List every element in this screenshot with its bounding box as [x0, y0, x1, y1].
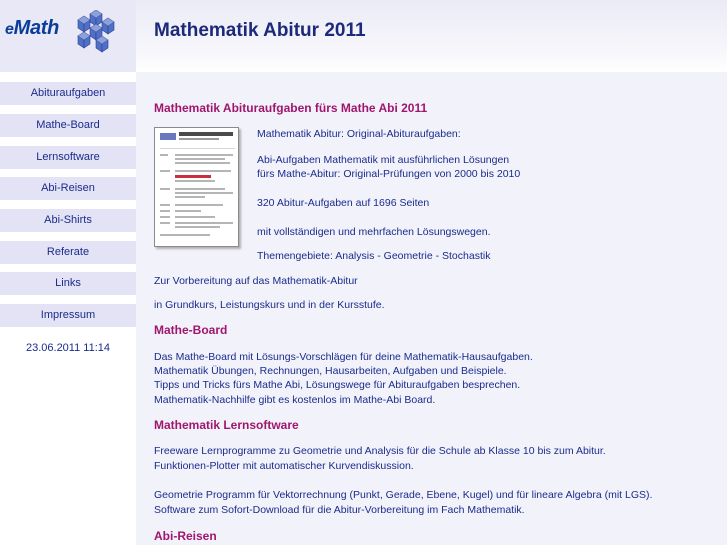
sidebar-item-referate[interactable]: Referate [0, 241, 136, 264]
abitur-text-line: 320 Abitur-Aufgaben auf 1696 Seiten [257, 197, 430, 209]
thumbnail-line [160, 222, 170, 224]
board-text-line: Tipps und Tricks fürs Mathe Abi, Lösungswege für Abituraufgaben besprechen. [154, 379, 521, 391]
board-text-line: Mathematik Übungen, Rechnungen, Hausarbeiten, Aufgaben und Beispiele. [154, 365, 507, 377]
sidebar [0, 72, 136, 545]
thumbnail-line [175, 204, 223, 206]
thumbnail-line [160, 188, 170, 190]
thumbnail-line [175, 154, 233, 156]
thumbnail-line [160, 216, 170, 218]
abitur-text-line: in Grundkurs, Leistungskurs und in der Kursstufe. [154, 299, 385, 311]
sidebar-item-mathe-board[interactable]: Mathe-Board [0, 114, 136, 137]
sidebar-item-abituraufgaben[interactable]: Abituraufgaben [0, 82, 136, 105]
thumbnail-rule [160, 148, 235, 149]
section-heading-mathe-board[interactable]: Mathe-Board [154, 323, 228, 337]
thumbnail-logo [160, 133, 176, 140]
logo[interactable] [0, 0, 136, 72]
thumbnail-line [160, 210, 170, 212]
thumbnail-highlight [175, 175, 211, 178]
thumbnail-subtitle-line [179, 138, 219, 140]
thumbnail-line [160, 170, 170, 172]
cube-logo-icon [72, 10, 116, 56]
thumbnail-line [175, 158, 225, 160]
thumbnail-line [175, 170, 231, 172]
main-content [136, 72, 727, 545]
page-title: Mathematik Abitur 2011 [154, 20, 366, 41]
thumbnail-line [160, 204, 170, 206]
sidebar-item-links[interactable]: Links [0, 272, 136, 295]
thumbnail-line [175, 188, 225, 190]
sidebar-item-abi-reisen[interactable]: Abi-Reisen [0, 177, 136, 200]
date-display: 23.06.2011 11:14 [25, 342, 110, 354]
section-heading-lernsoftware[interactable]: Mathematik Lernsoftware [154, 418, 299, 432]
header [136, 0, 727, 72]
book-cover-thumbnail[interactable] [154, 127, 239, 247]
section-heading-abi-reisen[interactable]: Abi-Reisen [154, 529, 217, 543]
abitur-text-line: Mathematik Abitur: Original-Abituraufgaben: [257, 128, 461, 140]
logo-text: eMath [5, 17, 60, 39]
section-heading-abituraufgaben[interactable]: Mathematik Abituraufgaben fürs Mathe Abi 2011 [154, 101, 428, 115]
thumbnail-line [175, 180, 215, 182]
thumbnail-line [175, 222, 233, 224]
thumbnail-line [160, 234, 210, 236]
board-text-line: Mathematik-Nachhilfe gibt es kostenlos im Mathe-Abi Board. [154, 394, 436, 406]
sidebar-item-abi-shirts[interactable]: Abi-Shirts [0, 209, 136, 232]
thumbnail-line [175, 216, 215, 218]
abitur-text-line: Themengebiete: Analysis - Geometrie - Stochastik [257, 250, 491, 262]
software-text-line: Freeware Lernprogramme zu Geometrie und Analysis für die Schule ab Klasse 10 bis zum Abitur. [154, 445, 606, 457]
thumbnail-line [175, 192, 233, 194]
software-text-line: Software zum Sofort-Download für die Abitur-Vorbereitung im Fach Mathematik. [154, 504, 525, 516]
abitur-text-line: Abi-Aufgaben Mathematik mit ausführlichen Lösungen [257, 154, 510, 166]
abitur-text-line: fürs Mathe-Abitur: Original-Prüfungen von 2000 bis 2010 [257, 168, 521, 180]
thumbnail-line [175, 210, 201, 212]
abitur-text-line: Zur Vorbereitung auf das Mathematik-Abitur [154, 275, 358, 287]
software-text-line: Funktionen-Plotter mit automatischer Kurvendiskussion. [154, 460, 414, 472]
thumbnail-line [175, 226, 220, 228]
abitur-text-line: mit vollständigen und mehrfachen Lösungswegen. [257, 226, 491, 238]
thumbnail-line [175, 196, 205, 198]
thumbnail-title-line [179, 132, 233, 136]
sidebar-item-impressum[interactable]: Impressum [0, 304, 136, 327]
sidebar-item-lernsoftware[interactable]: Lernsoftware [0, 146, 136, 169]
software-text-line: Geometrie Programm für Vektorrechnung (Punkt, Gerade, Ebene, Kugel) und für lineare Algebra (mit LGS). [154, 489, 653, 501]
thumbnail-line [160, 154, 168, 156]
thumbnail-line [175, 162, 230, 164]
board-text-line: Das Mathe-Board mit Lösungs-Vorschlägen für deine Mathematik-Hausaufgaben. [154, 351, 533, 363]
